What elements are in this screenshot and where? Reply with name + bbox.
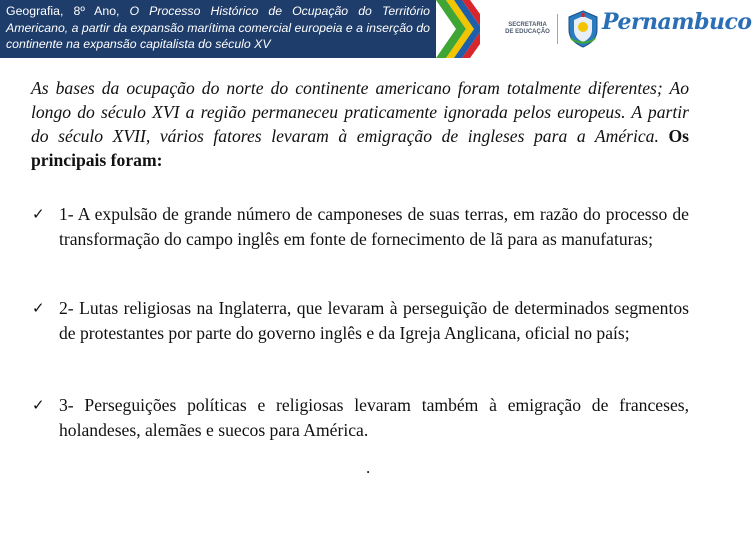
state-crest-icon bbox=[566, 10, 600, 48]
secretaria-label bbox=[502, 14, 558, 44]
list-item-text: 1- A expulsão de grande número de camponeses de suas terras, em razão do processo de transformação do campo inglês em fonte de fornecimento de lã para as manufaturas; bbox=[59, 204, 689, 249]
list-item-2 bbox=[31, 296, 689, 345]
government-logo bbox=[480, 0, 752, 58]
list-item-text: 3- Perseguições políticas e religiosas levaram também à emigração de franceses, holandeses, alemães e suecos para América. bbox=[59, 395, 689, 440]
secretaria-line-2: DE EDUCAÇÃO bbox=[505, 29, 550, 35]
slide-header bbox=[0, 0, 752, 58]
color-stripes-decoration bbox=[436, 0, 480, 58]
intro-paragraph bbox=[31, 76, 689, 172]
check-mark-icon: ✓ bbox=[32, 396, 45, 414]
secretaria-line-1: SECRETARIA bbox=[508, 22, 547, 28]
intro-text: As bases da ocupação do norte do continente americano foram totalmente diferentes; Ao longo do século XVI a região permaneceu praticamente ignorada pelos europeus. A partir do século XVII, vários fatores levaram à emigração de ingleses para a América. bbox=[31, 78, 689, 146]
check-mark-icon: ✓ bbox=[32, 205, 45, 223]
list-item-1 bbox=[31, 202, 689, 251]
title-topic: O Processo Histórico de Ocupação do Território Americano, a partir da expansão marítima comercial europeia e a inserção do continente na expansão capitalista do século XV bbox=[6, 4, 431, 51]
list-item-3 bbox=[31, 393, 689, 442]
trailing-dot: . bbox=[366, 458, 371, 477]
intro-emphasis: Os principais foram: bbox=[31, 126, 689, 170]
pernambuco-brand bbox=[602, 8, 752, 52]
check-mark-icon: ✓ bbox=[32, 299, 45, 317]
brand-wordmark: Pernambuco bbox=[602, 9, 752, 35]
slide-title-box bbox=[0, 0, 436, 58]
title-subject: Geografia, 8º Ano, bbox=[6, 4, 120, 18]
list-item-text: 2- Lutas religiosas na Inglaterra, que levaram à perseguição de determinados segmentos de protestantes por parte do governo inglês e da Igreja Anglicana, oficial no país; bbox=[59, 298, 689, 343]
